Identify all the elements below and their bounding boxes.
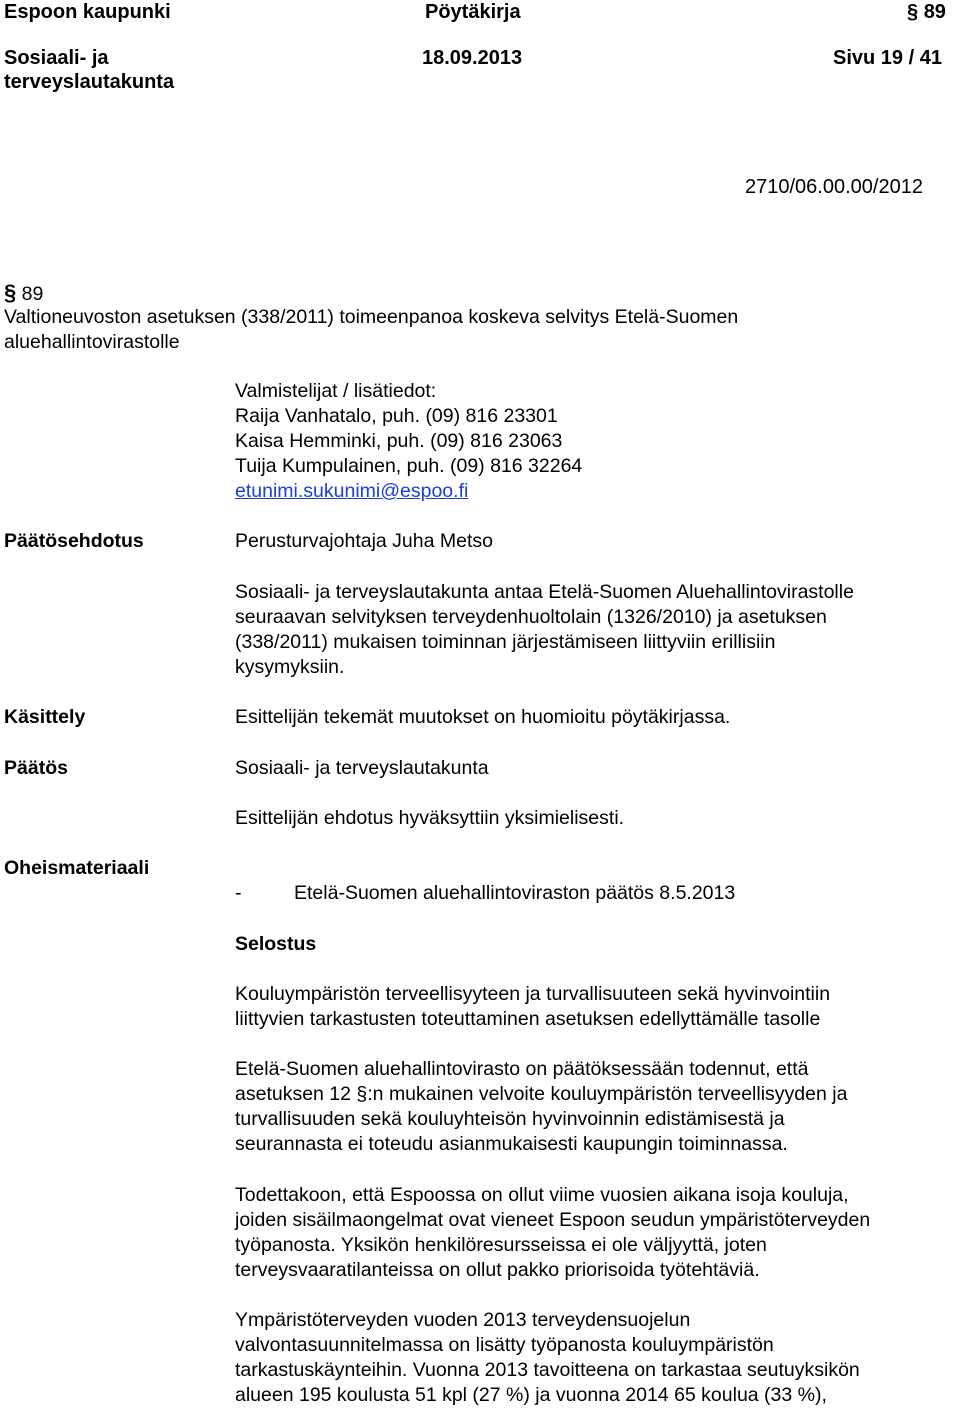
document-type: Pöytäkirja bbox=[425, 1, 521, 23]
item-title bbox=[4, 305, 738, 355]
item-number-value: 89 bbox=[21, 283, 44, 305]
paragraph-number-value: 89 bbox=[923, 1, 946, 23]
committee-line-1: Sosiaali- ja bbox=[4, 47, 109, 69]
email-link[interactable]: etunimi.sukunimi@espoo.fi bbox=[235, 480, 469, 502]
paragraph-number bbox=[907, 0, 946, 24]
proposal-line: kysymyksiin. bbox=[235, 656, 345, 678]
explanation-paragraph bbox=[235, 1308, 860, 1408]
proposal-by: Perusturvajohtaja Juha Metso bbox=[235, 530, 493, 552]
attachment-bullet: - bbox=[235, 882, 242, 904]
paragraph-line: Etelä-Suomen aluehallintovirasto on päätöksessään todennut, että bbox=[235, 1058, 809, 1080]
decision-label: Päätös bbox=[4, 757, 68, 779]
explanation-paragraph bbox=[235, 982, 830, 1032]
paragraph-line: asetuksen 12 §:n mukainen velvoite kouluympäristön terveellisyyden ja bbox=[235, 1083, 848, 1105]
explanation-heading: Selostus bbox=[235, 933, 317, 955]
proposal-line: Sosiaali- ja terveyslautakunta antaa Etelä-Suomen Aluehallintovirastolle bbox=[235, 581, 854, 603]
proposal-text bbox=[235, 580, 854, 680]
attachments-label: Oheismateriaali bbox=[4, 857, 150, 879]
handling-label: Käsittely bbox=[4, 706, 86, 728]
case-number: 2710/06.00.00/2012 bbox=[745, 176, 923, 198]
item-title-line: Valtioneuvoston asetuksen (338/2011) toimeenpanoa koskeva selvitys Etelä-Suomen bbox=[4, 306, 739, 328]
preparer-contact: Tuija Kumpulainen, puh. (09) 816 32264 bbox=[235, 455, 583, 477]
decision-text: Esittelijän ehdotus hyväksyttiin yksimielisesti. bbox=[235, 807, 625, 829]
paragraph-line: turvallisuuden sekä kouluyhteisön hyvinvoinnin edistämisestä ja bbox=[235, 1108, 785, 1130]
preparer-contact: Kaisa Hemminki, puh. (09) 816 23063 bbox=[235, 430, 563, 452]
paragraph-line: Todettakoon, että Espoossa on ollut viime vuosien aikana isoja kouluja, bbox=[235, 1184, 849, 1206]
item-number bbox=[4, 280, 43, 307]
explanation-paragraph bbox=[235, 1057, 847, 1157]
paragraph-line: Ympäristöterveyden vuoden 2013 terveydensuojelun bbox=[235, 1309, 691, 1331]
handling-text: Esittelijän tekemät muutokset on huomioitu pöytäkirjassa. bbox=[235, 706, 731, 728]
page-number: Sivu 19 / 41 bbox=[833, 47, 942, 69]
paragraph-line: seurannasta ei toteudu asianmukaisesti kaupungin toiminnassa. bbox=[235, 1133, 788, 1155]
preparer-contact: Raija Vanhatalo, puh. (09) 816 23301 bbox=[235, 405, 558, 427]
explanation-paragraph bbox=[235, 1183, 870, 1283]
committee-name bbox=[4, 46, 174, 94]
proposal-line: seuraavan selvityksen terveydenhuoltolain (1326/2010) ja asetuksen bbox=[235, 606, 827, 628]
paragraph-line: alueen 195 koulusta 51 kpl (27 %) ja vuonna 2014 65 koulua (33 %), bbox=[235, 1384, 827, 1406]
paragraph-line: Kouluympäristön terveellisyyteen ja turvallisuuteen sekä hyvinvointiin bbox=[235, 983, 831, 1005]
preparers-block bbox=[235, 379, 582, 504]
proposal-label: Päätösehdotus bbox=[4, 530, 144, 552]
paragraph-line: tarkastuskäynteihin. Vuonna 2013 tavoitteena on tarkastaa seutuyksikön bbox=[235, 1359, 860, 1381]
paragraph-line: liittyvien tarkastusten toteuttaminen asetuksen edellyttämälle tasolle bbox=[235, 1008, 821, 1030]
paragraph-line: joiden sisäilmaongelmat ovat vieneet Espoon seudun ympäristöterveyden bbox=[235, 1209, 871, 1231]
meeting-date: 18.09.2013 bbox=[422, 47, 523, 69]
paragraph-line: valvontasuunnitelmassa on lisätty työpanosta kouluympäristön bbox=[235, 1334, 774, 1356]
proposal-line: (338/2011) mukaisen toiminnan järjestämiseen liittyviin erillisiin bbox=[235, 631, 776, 653]
paragraph-line: terveysvaaratilanteissa on ollut pakko priorisoida työtehtäviä. bbox=[235, 1259, 760, 1281]
decision-body: Sosiaali- ja terveyslautakunta bbox=[235, 757, 489, 779]
paragraph-line: työpanosta. Yksikön henkilöresursseissa ei ole väljyyttä, joten bbox=[235, 1234, 767, 1256]
attachment-item: Etelä-Suomen aluehallintoviraston päätös 8.5.2013 bbox=[294, 882, 736, 904]
organization-name: Espoon kaupunki bbox=[4, 1, 171, 23]
item-paragraph-symbol: § bbox=[4, 280, 17, 305]
preparers-heading: Valmistelijat / lisätiedot: bbox=[235, 380, 437, 402]
item-title-line: aluehallintovirastolle bbox=[4, 331, 180, 353]
committee-line-2: terveyslautakunta bbox=[4, 71, 175, 93]
paragraph-symbol: § bbox=[907, 1, 919, 23]
